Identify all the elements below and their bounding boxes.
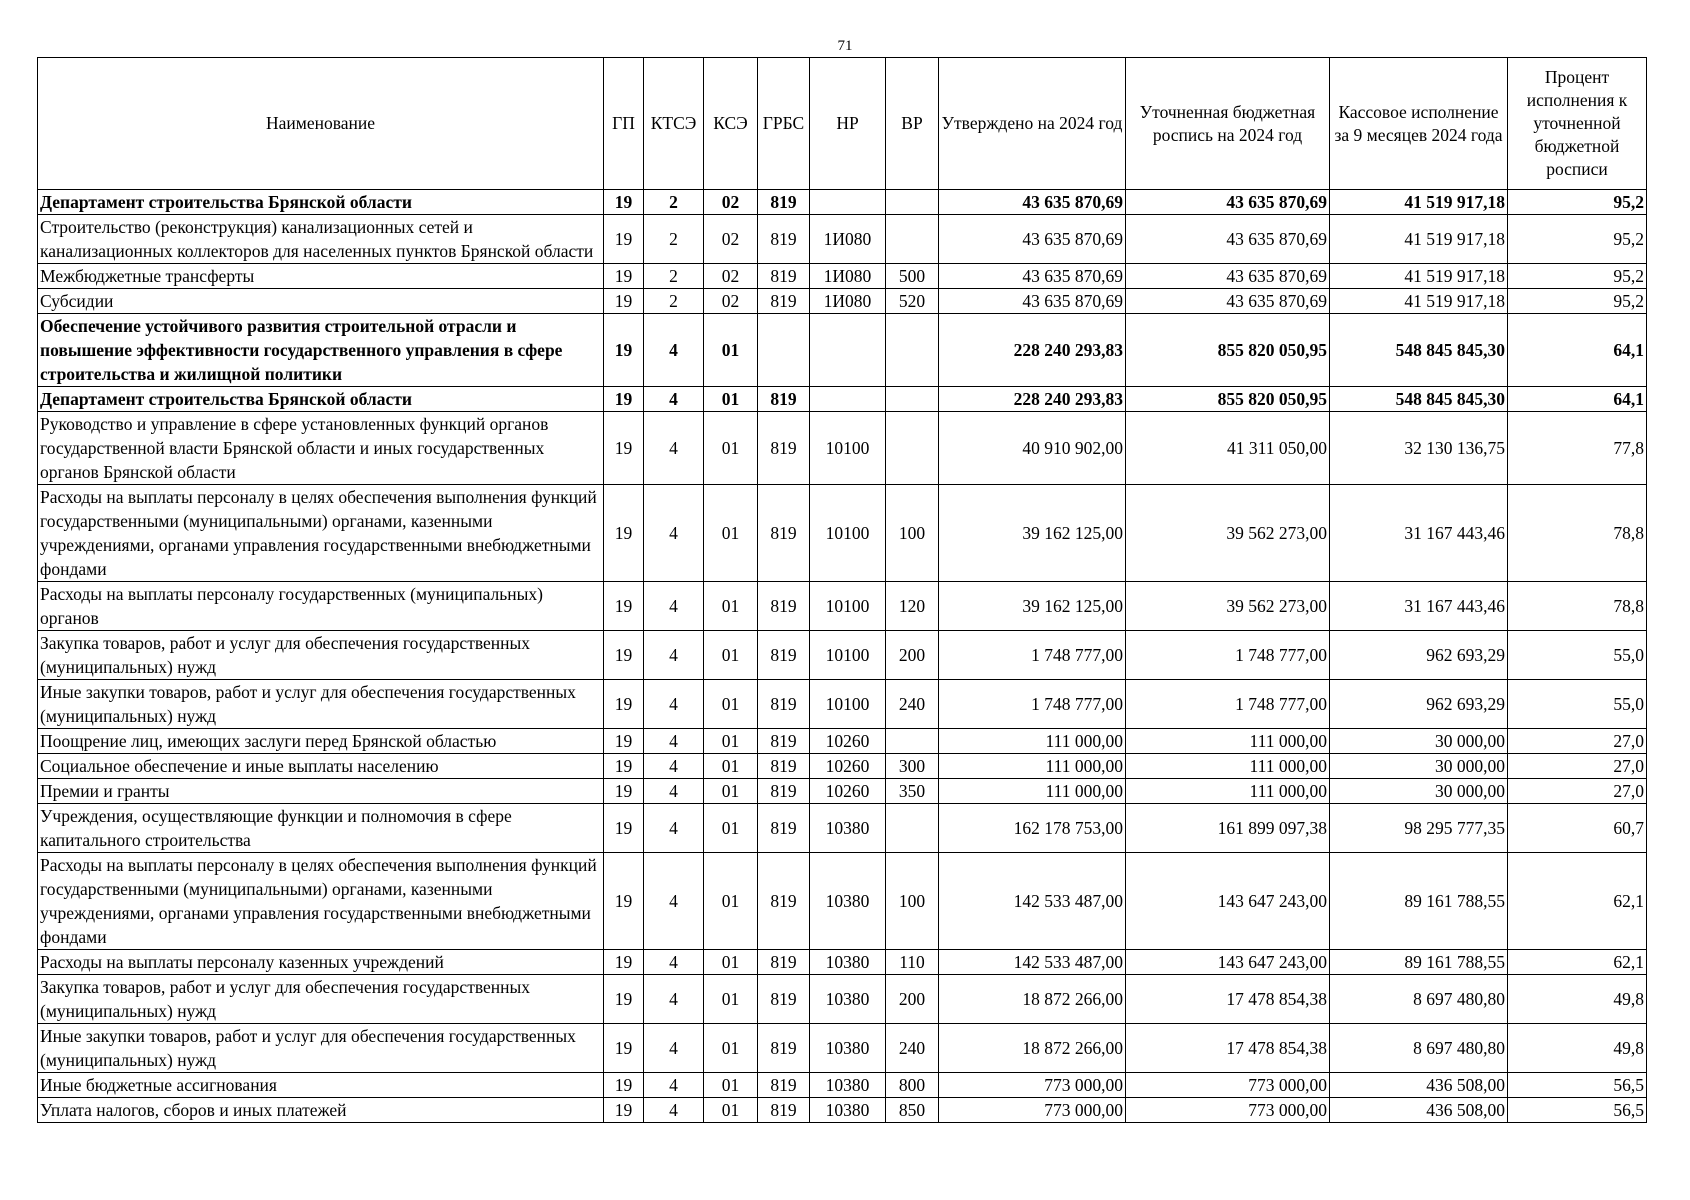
budget-table <box>37 57 1647 1123</box>
row-nr-cell: 10100 <box>810 631 886 680</box>
table-header-row <box>38 58 1647 190</box>
row-vr-cell <box>886 387 939 412</box>
row-name-cell: Департамент строительства Брянской области <box>38 387 604 412</box>
row-nr-cell <box>810 190 886 215</box>
row-cash-cell: 962 693,29 <box>1330 680 1508 729</box>
row-cash-cell: 8 697 480,80 <box>1330 975 1508 1024</box>
table-row <box>38 804 1647 853</box>
row-grbs-cell: 819 <box>758 215 810 264</box>
row-ktse-cell: 4 <box>644 1098 704 1123</box>
row-grbs-cell: 819 <box>758 975 810 1024</box>
row-grbs-cell: 819 <box>758 1098 810 1123</box>
row-approved-cell: 43 635 870,69 <box>939 190 1126 215</box>
header-refined: Уточненная бюджетная роспись на 2024 год <box>1126 58 1330 190</box>
row-refined-cell: 143 647 243,00 <box>1126 950 1330 975</box>
row-refined-cell: 1 748 777,00 <box>1126 680 1330 729</box>
row-approved-cell: 142 533 487,00 <box>939 853 1126 950</box>
row-refined-cell: 43 635 870,69 <box>1126 190 1330 215</box>
row-nr-cell: 10380 <box>810 1098 886 1123</box>
header-ktse: КТСЭ <box>644 58 704 190</box>
table-row <box>38 1073 1647 1098</box>
row-grbs-cell: 819 <box>758 804 810 853</box>
row-refined-cell: 43 635 870,69 <box>1126 289 1330 314</box>
row-grbs-cell: 819 <box>758 631 810 680</box>
row-ktse-cell: 2 <box>644 190 704 215</box>
table-row <box>38 314 1647 387</box>
row-vr-cell: 240 <box>886 680 939 729</box>
row-vr-cell: 300 <box>886 754 939 779</box>
row-vr-cell: 350 <box>886 779 939 804</box>
row-ktse-cell: 4 <box>644 975 704 1024</box>
row-vr-cell: 100 <box>886 485 939 582</box>
row-refined-cell: 39 562 273,00 <box>1126 582 1330 631</box>
row-vr-cell <box>886 729 939 754</box>
row-cash-cell: 98 295 777,35 <box>1330 804 1508 853</box>
row-grbs-cell: 819 <box>758 289 810 314</box>
row-gp-cell: 19 <box>604 950 644 975</box>
row-name-cell: Строительство (реконструкция) канализационных сетей и канализационных коллекторов для населенных пунктов Брянской области <box>38 215 604 264</box>
row-gp-cell: 19 <box>604 215 644 264</box>
row-grbs-cell: 819 <box>758 779 810 804</box>
row-nr-cell: 10100 <box>810 582 886 631</box>
row-nr-cell: 1И080 <box>810 264 886 289</box>
row-approved-cell: 39 162 125,00 <box>939 582 1126 631</box>
row-vr-cell: 120 <box>886 582 939 631</box>
row-cash-cell: 30 000,00 <box>1330 729 1508 754</box>
table-row <box>38 190 1647 215</box>
table-row <box>38 754 1647 779</box>
row-percent-cell: 49,8 <box>1508 1024 1647 1073</box>
row-cash-cell: 548 845 845,30 <box>1330 314 1508 387</box>
header-percent: Процент исполнения к уточненной бюджетной росписи <box>1508 58 1647 190</box>
row-percent-cell: 55,0 <box>1508 631 1647 680</box>
row-gp-cell: 19 <box>604 779 644 804</box>
row-vr-cell: 200 <box>886 631 939 680</box>
row-approved-cell: 111 000,00 <box>939 754 1126 779</box>
header-kse: КСЭ <box>704 58 758 190</box>
row-grbs-cell: 819 <box>758 582 810 631</box>
row-name-cell: Расходы на выплаты персоналу государственных (муниципальных) органов <box>38 582 604 631</box>
header-approved: Утверждено на 2024 год <box>939 58 1126 190</box>
row-cash-cell: 962 693,29 <box>1330 631 1508 680</box>
row-approved-cell: 18 872 266,00 <box>939 1024 1126 1073</box>
table-row <box>38 779 1647 804</box>
row-refined-cell: 855 820 050,95 <box>1126 387 1330 412</box>
row-refined-cell: 111 000,00 <box>1126 754 1330 779</box>
row-approved-cell: 43 635 870,69 <box>939 289 1126 314</box>
row-kse-cell: 01 <box>704 950 758 975</box>
row-grbs-cell: 819 <box>758 754 810 779</box>
row-refined-cell: 161 899 097,38 <box>1126 804 1330 853</box>
row-cash-cell: 32 130 136,75 <box>1330 412 1508 485</box>
table-row <box>38 975 1647 1024</box>
row-vr-cell <box>886 190 939 215</box>
row-refined-cell: 111 000,00 <box>1126 729 1330 754</box>
row-percent-cell: 77,8 <box>1508 412 1647 485</box>
row-gp-cell: 19 <box>604 289 644 314</box>
row-approved-cell: 111 000,00 <box>939 779 1126 804</box>
row-kse-cell: 01 <box>704 1024 758 1073</box>
row-nr-cell: 10380 <box>810 804 886 853</box>
row-cash-cell: 89 161 788,55 <box>1330 853 1508 950</box>
row-gp-cell: 19 <box>604 680 644 729</box>
row-ktse-cell: 2 <box>644 264 704 289</box>
row-vr-cell: 850 <box>886 1098 939 1123</box>
row-percent-cell: 56,5 <box>1508 1098 1647 1123</box>
row-name-cell: Учреждения, осуществляющие функции и полномочия в сфере капитального строительства <box>38 804 604 853</box>
row-gp-cell: 19 <box>604 387 644 412</box>
row-cash-cell: 89 161 788,55 <box>1330 950 1508 975</box>
row-name-cell: Департамент строительства Брянской области <box>38 190 604 215</box>
row-cash-cell: 30 000,00 <box>1330 779 1508 804</box>
row-grbs-cell: 819 <box>758 387 810 412</box>
row-grbs-cell: 819 <box>758 264 810 289</box>
row-cash-cell: 31 167 443,46 <box>1330 582 1508 631</box>
row-approved-cell: 43 635 870,69 <box>939 215 1126 264</box>
row-kse-cell: 01 <box>704 582 758 631</box>
row-percent-cell: 78,8 <box>1508 582 1647 631</box>
row-approved-cell: 773 000,00 <box>939 1098 1126 1123</box>
row-nr-cell: 10100 <box>810 485 886 582</box>
row-approved-cell: 18 872 266,00 <box>939 975 1126 1024</box>
row-approved-cell: 773 000,00 <box>939 1073 1126 1098</box>
table-row <box>38 631 1647 680</box>
row-gp-cell: 19 <box>604 754 644 779</box>
row-refined-cell: 39 562 273,00 <box>1126 485 1330 582</box>
row-name-cell: Поощрение лиц, имеющих заслуги перед Брянской областью <box>38 729 604 754</box>
row-name-cell: Иные бюджетные ассигнования <box>38 1073 604 1098</box>
row-kse-cell: 02 <box>704 215 758 264</box>
row-nr-cell: 10380 <box>810 1073 886 1098</box>
row-nr-cell: 1И080 <box>810 215 886 264</box>
row-ktse-cell: 2 <box>644 215 704 264</box>
row-percent-cell: 95,2 <box>1508 289 1647 314</box>
row-percent-cell: 62,1 <box>1508 853 1647 950</box>
row-gp-cell: 19 <box>604 582 644 631</box>
row-kse-cell: 01 <box>704 975 758 1024</box>
row-gp-cell: 19 <box>604 729 644 754</box>
table-row <box>38 950 1647 975</box>
row-ktse-cell: 4 <box>644 779 704 804</box>
row-ktse-cell: 4 <box>644 680 704 729</box>
row-vr-cell: 100 <box>886 853 939 950</box>
row-kse-cell: 01 <box>704 729 758 754</box>
row-ktse-cell: 4 <box>644 412 704 485</box>
row-percent-cell: 64,1 <box>1508 387 1647 412</box>
row-percent-cell: 55,0 <box>1508 680 1647 729</box>
row-cash-cell: 41 519 917,18 <box>1330 190 1508 215</box>
row-gp-cell: 19 <box>604 190 644 215</box>
row-ktse-cell: 4 <box>644 950 704 975</box>
row-percent-cell: 60,7 <box>1508 804 1647 853</box>
row-name-cell: Премии и гранты <box>38 779 604 804</box>
row-refined-cell: 143 647 243,00 <box>1126 853 1330 950</box>
row-percent-cell: 95,2 <box>1508 264 1647 289</box>
row-approved-cell: 40 910 902,00 <box>939 412 1126 485</box>
row-approved-cell: 162 178 753,00 <box>939 804 1126 853</box>
row-ktse-cell: 4 <box>644 754 704 779</box>
row-approved-cell: 228 240 293,83 <box>939 314 1126 387</box>
header-cash: Кассовое исполнение за 9 месяцев 2024 года <box>1330 58 1508 190</box>
table-body <box>38 190 1647 1123</box>
header-vr: ВР <box>886 58 939 190</box>
row-grbs-cell: 819 <box>758 485 810 582</box>
row-ktse-cell: 4 <box>644 387 704 412</box>
row-percent-cell: 27,0 <box>1508 729 1647 754</box>
row-refined-cell: 1 748 777,00 <box>1126 631 1330 680</box>
row-grbs-cell <box>758 314 810 387</box>
row-vr-cell: 200 <box>886 975 939 1024</box>
row-ktse-cell: 4 <box>644 853 704 950</box>
table-row <box>38 215 1647 264</box>
page-number: 71 <box>837 38 853 54</box>
row-cash-cell: 41 519 917,18 <box>1330 264 1508 289</box>
row-grbs-cell: 819 <box>758 729 810 754</box>
header-name: Наименование <box>38 58 604 190</box>
row-nr-cell: 10380 <box>810 1024 886 1073</box>
row-ktse-cell: 4 <box>644 631 704 680</box>
row-name-cell: Закупка товаров, работ и услуг для обеспечения государственных (муниципальных) нужд <box>38 631 604 680</box>
row-kse-cell: 02 <box>704 264 758 289</box>
table-row <box>38 387 1647 412</box>
table-row <box>38 1098 1647 1123</box>
row-ktse-cell: 4 <box>644 1024 704 1073</box>
row-vr-cell: 800 <box>886 1073 939 1098</box>
row-grbs-cell: 819 <box>758 1073 810 1098</box>
row-kse-cell: 01 <box>704 387 758 412</box>
row-nr-cell <box>810 387 886 412</box>
header-gp: ГП <box>604 58 644 190</box>
row-grbs-cell: 819 <box>758 412 810 485</box>
row-grbs-cell: 819 <box>758 950 810 975</box>
row-gp-cell: 19 <box>604 1024 644 1073</box>
row-cash-cell: 436 508,00 <box>1330 1098 1508 1123</box>
table-row <box>38 485 1647 582</box>
row-nr-cell: 1И080 <box>810 289 886 314</box>
row-percent-cell: 64,1 <box>1508 314 1647 387</box>
row-kse-cell: 01 <box>704 754 758 779</box>
row-percent-cell: 56,5 <box>1508 1073 1647 1098</box>
row-kse-cell: 01 <box>704 1073 758 1098</box>
row-approved-cell: 111 000,00 <box>939 729 1126 754</box>
row-refined-cell: 773 000,00 <box>1126 1098 1330 1123</box>
row-vr-cell: 520 <box>886 289 939 314</box>
row-ktse-cell: 4 <box>644 729 704 754</box>
row-gp-cell: 19 <box>604 485 644 582</box>
row-percent-cell: 27,0 <box>1508 779 1647 804</box>
row-name-cell: Расходы на выплаты персоналу в целях обеспечения выполнения функций государственными (муниципальными) органами, казенными учреждениями, органами управления государственными внебюджетными фондами <box>38 485 604 582</box>
row-approved-cell: 228 240 293,83 <box>939 387 1126 412</box>
row-gp-cell: 19 <box>604 1073 644 1098</box>
row-vr-cell <box>886 215 939 264</box>
row-vr-cell <box>886 314 939 387</box>
row-cash-cell: 8 697 480,80 <box>1330 1024 1508 1073</box>
table-row <box>38 729 1647 754</box>
row-gp-cell: 19 <box>604 1098 644 1123</box>
row-kse-cell: 02 <box>704 289 758 314</box>
row-percent-cell: 27,0 <box>1508 754 1647 779</box>
row-nr-cell: 10100 <box>810 680 886 729</box>
row-nr-cell <box>810 314 886 387</box>
row-name-cell: Иные закупки товаров, работ и услуг для обеспечения государственных (муниципальных) нужд <box>38 680 604 729</box>
row-approved-cell: 43 635 870,69 <box>939 264 1126 289</box>
row-cash-cell: 31 167 443,46 <box>1330 485 1508 582</box>
row-ktse-cell: 4 <box>644 1073 704 1098</box>
row-refined-cell: 17 478 854,38 <box>1126 975 1330 1024</box>
row-kse-cell: 01 <box>704 412 758 485</box>
row-name-cell: Закупка товаров, работ и услуг для обеспечения государственных (муниципальных) нужд <box>38 975 604 1024</box>
row-gp-cell: 19 <box>604 412 644 485</box>
row-gp-cell: 19 <box>604 264 644 289</box>
row-grbs-cell: 819 <box>758 190 810 215</box>
row-kse-cell: 01 <box>704 631 758 680</box>
row-kse-cell: 01 <box>704 804 758 853</box>
row-cash-cell: 548 845 845,30 <box>1330 387 1508 412</box>
row-name-cell: Обеспечение устойчивого развития строительной отрасли и повышение эффективности государственного управления в сфере строительства и жилищной политики <box>38 314 604 387</box>
row-kse-cell: 01 <box>704 1098 758 1123</box>
row-name-cell: Уплата налогов, сборов и иных платежей <box>38 1098 604 1123</box>
table-row <box>38 582 1647 631</box>
row-nr-cell: 10380 <box>810 853 886 950</box>
row-kse-cell: 01 <box>704 680 758 729</box>
row-cash-cell: 41 519 917,18 <box>1330 215 1508 264</box>
row-percent-cell: 95,2 <box>1508 190 1647 215</box>
row-kse-cell: 01 <box>704 485 758 582</box>
table-row <box>38 680 1647 729</box>
row-refined-cell: 17 478 854,38 <box>1126 1024 1330 1073</box>
row-kse-cell: 02 <box>704 190 758 215</box>
row-vr-cell: 240 <box>886 1024 939 1073</box>
row-name-cell: Расходы на выплаты персоналу в целях обеспечения выполнения функций государственными (муниципальными) органами, казенными учреждениями, органами управления государственными внебюджетными фондами <box>38 853 604 950</box>
row-ktse-cell: 4 <box>644 804 704 853</box>
row-nr-cell: 10380 <box>810 975 886 1024</box>
row-name-cell: Руководство и управление в сфере установленных функций органов государственной власти Брянской области и иных государственных органов Брянской области <box>38 412 604 485</box>
row-cash-cell: 30 000,00 <box>1330 754 1508 779</box>
row-refined-cell: 111 000,00 <box>1126 779 1330 804</box>
row-gp-cell: 19 <box>604 804 644 853</box>
row-name-cell: Субсидии <box>38 289 604 314</box>
row-ktse-cell: 4 <box>644 485 704 582</box>
row-percent-cell: 95,2 <box>1508 215 1647 264</box>
row-nr-cell: 10380 <box>810 950 886 975</box>
row-grbs-cell: 819 <box>758 1024 810 1073</box>
row-approved-cell: 1 748 777,00 <box>939 631 1126 680</box>
row-gp-cell: 19 <box>604 853 644 950</box>
row-nr-cell: 10260 <box>810 754 886 779</box>
table-row <box>38 853 1647 950</box>
row-refined-cell: 41 311 050,00 <box>1126 412 1330 485</box>
row-nr-cell: 10260 <box>810 729 886 754</box>
row-ktse-cell: 4 <box>644 582 704 631</box>
row-percent-cell: 78,8 <box>1508 485 1647 582</box>
row-gp-cell: 19 <box>604 631 644 680</box>
row-percent-cell: 49,8 <box>1508 975 1647 1024</box>
table-row <box>38 412 1647 485</box>
row-cash-cell: 41 519 917,18 <box>1330 289 1508 314</box>
row-nr-cell: 10260 <box>810 779 886 804</box>
row-refined-cell: 855 820 050,95 <box>1126 314 1330 387</box>
header-grbs: ГРБС <box>758 58 810 190</box>
row-kse-cell: 01 <box>704 314 758 387</box>
row-grbs-cell: 819 <box>758 680 810 729</box>
row-ktse-cell: 4 <box>644 314 704 387</box>
header-nr: НР <box>810 58 886 190</box>
row-vr-cell: 110 <box>886 950 939 975</box>
row-approved-cell: 1 748 777,00 <box>939 680 1126 729</box>
row-gp-cell: 19 <box>604 314 644 387</box>
row-approved-cell: 39 162 125,00 <box>939 485 1126 582</box>
row-percent-cell: 62,1 <box>1508 950 1647 975</box>
row-vr-cell: 500 <box>886 264 939 289</box>
row-name-cell: Иные закупки товаров, работ и услуг для обеспечения государственных (муниципальных) нужд <box>38 1024 604 1073</box>
row-approved-cell: 142 533 487,00 <box>939 950 1126 975</box>
table-row <box>38 289 1647 314</box>
row-kse-cell: 01 <box>704 779 758 804</box>
row-cash-cell: 436 508,00 <box>1330 1073 1508 1098</box>
row-nr-cell: 10100 <box>810 412 886 485</box>
row-vr-cell <box>886 412 939 485</box>
row-name-cell: Расходы на выплаты персоналу казенных учреждений <box>38 950 604 975</box>
row-grbs-cell: 819 <box>758 853 810 950</box>
row-ktse-cell: 2 <box>644 289 704 314</box>
row-name-cell: Социальное обеспечение и иные выплаты населению <box>38 754 604 779</box>
table-row <box>38 264 1647 289</box>
row-vr-cell <box>886 804 939 853</box>
row-refined-cell: 773 000,00 <box>1126 1073 1330 1098</box>
row-gp-cell: 19 <box>604 975 644 1024</box>
row-refined-cell: 43 635 870,69 <box>1126 264 1330 289</box>
row-kse-cell: 01 <box>704 853 758 950</box>
row-name-cell: Межбюджетные трансферты <box>38 264 604 289</box>
row-refined-cell: 43 635 870,69 <box>1126 215 1330 264</box>
table-row <box>38 1024 1647 1073</box>
